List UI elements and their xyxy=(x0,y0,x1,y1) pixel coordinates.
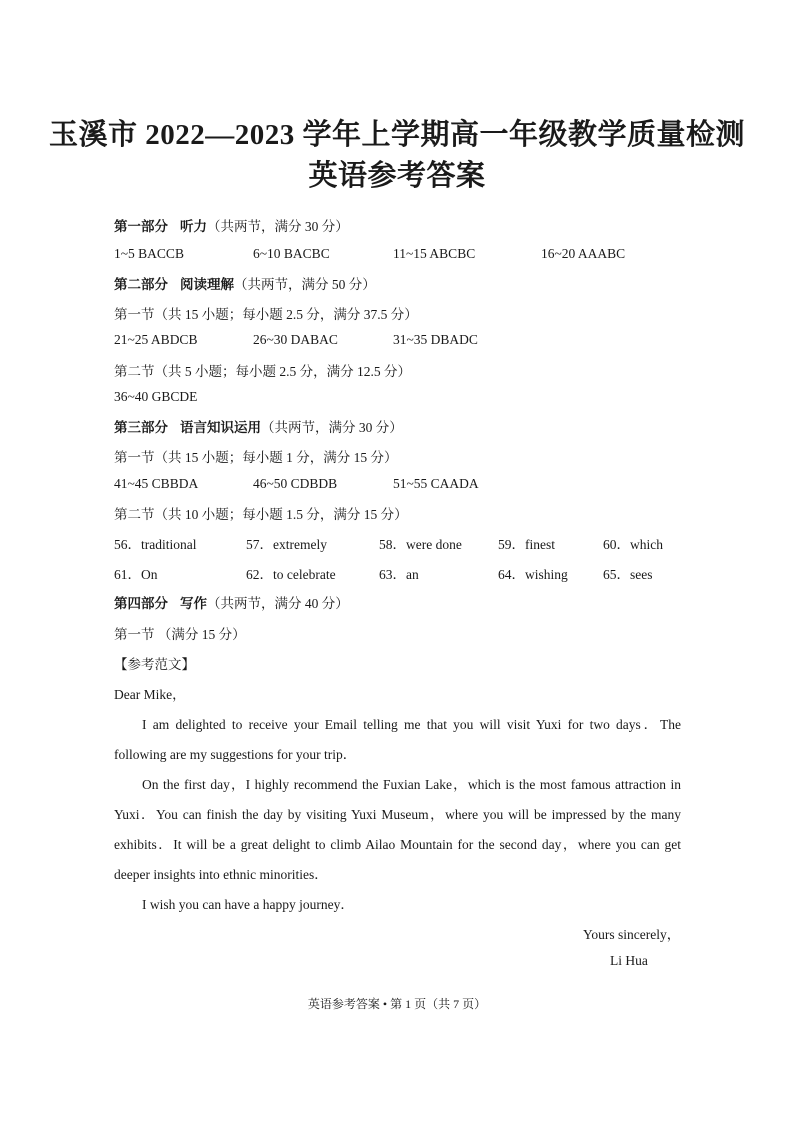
part1-heading: 第一部分 xyxy=(114,219,168,234)
answer-group: 31~35 DBADC xyxy=(393,332,478,347)
part2-note: （共两节，满分 50 分） xyxy=(234,277,376,292)
part4-note: （共两节，满分 40 分） xyxy=(207,596,349,611)
answer-item: 63．an xyxy=(379,567,419,582)
part3-name: 语言知识运用 xyxy=(180,420,261,435)
answer-item: 62．to celebrate xyxy=(246,567,336,582)
answer-item: 64．wishing xyxy=(498,567,568,582)
letter-closing: Yours sincerely， xyxy=(583,927,681,942)
part3-header xyxy=(114,416,403,436)
part2-section1-header: 第一节（共 15 小题；每小题 2.5 分，满分 37.5 分） xyxy=(114,307,418,322)
part3-heading: 第三部分 xyxy=(114,420,168,435)
answer-group: 11~15 ABCBC xyxy=(393,246,476,261)
part2-heading: 第二部分 xyxy=(114,277,168,292)
answer-group: 36~40 GBCDE xyxy=(114,389,198,404)
sample-essay-label: 【参考范文】 xyxy=(114,657,195,672)
document-subtitle: 英语参考答案 xyxy=(308,160,486,192)
page-footer: 英语参考答案 • 第 1 页（共 7 页） xyxy=(307,997,487,1011)
part3-section1-header: 第一节（共 15 小题；每小题 1 分，满分 15 分） xyxy=(114,450,398,465)
answer-group: 21~25 ABDCB xyxy=(114,332,198,347)
part4-section1-header: 第一节 （满分 15 分） xyxy=(114,627,246,642)
document-title: 玉溪市 2022—2023 学年上学期高一年级教学质量检测 xyxy=(48,119,745,151)
answer-group: 16~20 AAABC xyxy=(541,246,626,261)
part3-section2-header: 第二节（共 10 小题；每小题 1.5 分，满分 15 分） xyxy=(114,507,408,522)
part3-note: （共两节，满分 30 分） xyxy=(261,420,403,435)
answer-group: 51~55 CAADA xyxy=(393,476,479,491)
part4-header xyxy=(114,592,349,612)
answer-group: 41~45 CBBDA xyxy=(114,476,199,491)
letter-greeting: Dear Mike， xyxy=(114,687,186,702)
letter-signature: Li Hua xyxy=(610,953,648,968)
part1-header xyxy=(114,215,349,235)
part1-note: （共两节，满分 30 分） xyxy=(207,219,349,234)
letter-paragraph-line: exhibits．It will be a great delight to climb Ailao Mountain for the second day，where you can get xyxy=(114,837,681,852)
part2-header xyxy=(114,273,376,293)
letter-paragraph-line: I wish you can have a happy journey． xyxy=(142,897,354,912)
answer-item: 65．sees xyxy=(603,567,653,582)
answer-group: 1~5 BACCB xyxy=(114,246,184,261)
letter-paragraph-line: Yuxi．You can finish the day by visiting Yuxi Museum，where you will be impressed by the many xyxy=(114,807,681,822)
part2-section2-header: 第二节（共 5 小题；每小题 2.5 分，满分 12.5 分） xyxy=(114,364,411,379)
part4-heading: 第四部分 xyxy=(114,596,168,611)
answer-item: 57．extremely xyxy=(246,537,327,552)
answer-item: 58．were done xyxy=(379,537,462,552)
answer-group: 26~30 DABAC xyxy=(253,332,338,347)
answer-item: 56．traditional xyxy=(114,537,197,552)
answer-item: 60．which xyxy=(603,537,663,552)
answer-group: 46~50 CDBDB xyxy=(253,476,338,491)
part2-name: 阅读理解 xyxy=(180,277,234,292)
letter-paragraph-line: deeper insights into ethnic minorities． xyxy=(114,867,328,882)
answer-group: 6~10 BACBC xyxy=(253,246,330,261)
part1-name: 听力 xyxy=(180,219,207,234)
answer-item: 61．On xyxy=(114,567,158,582)
letter-paragraph-line: I am delighted to receive your Email telling me that you will visit Yuxi for two days．The xyxy=(142,717,681,732)
letter-paragraph-line: On the first day，I highly recommend the Fuxian Lake，which is the most famous attraction in xyxy=(142,777,681,792)
answer-item: 59．finest xyxy=(498,537,555,552)
letter-paragraph-line: following are my suggestions for your trip． xyxy=(114,747,357,762)
part4-name: 写作 xyxy=(180,596,207,611)
